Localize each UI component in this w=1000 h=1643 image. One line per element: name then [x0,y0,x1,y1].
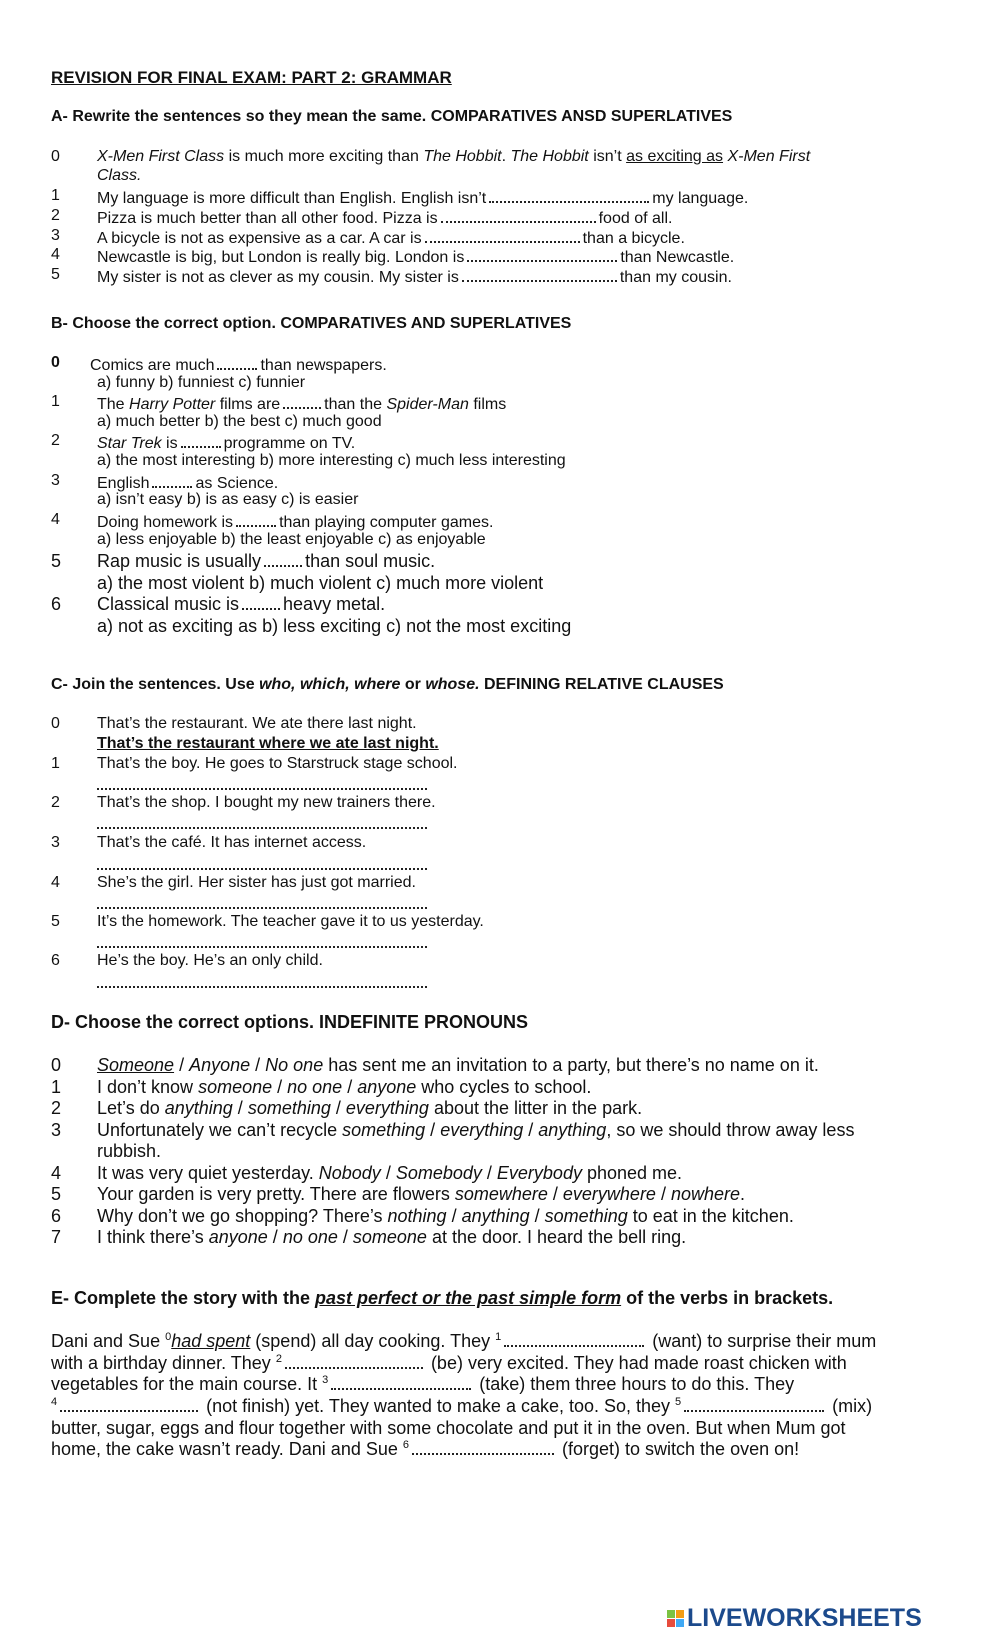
answer-blank[interactable] [504,1331,644,1347]
section-e-heading: E- Complete the story with the past perfect or the past simple form of the verbs in brackets. [51,1288,834,1308]
answer-blank[interactable] [331,1374,471,1390]
logo-text: LIVEWORKSHEETS [687,1604,922,1632]
exercise-sentence: Let’s do anything / something / everything about the litter in the park. [97,1098,643,1118]
exercise-sentence: A bicycle is not as expensive as a car. A car is than a bicycle. [97,227,685,248]
answer-blank[interactable] [462,266,617,282]
exercise-sentence: That’s the restaurant. We ate there last night. [97,715,417,732]
option-word[interactable]: nowhere [670,1184,741,1204]
option-word[interactable]: everywhere [562,1184,656,1204]
exercise-sentence: My language is more difficult than English. English isn’t my language. [97,187,748,208]
item-number: 2 [51,207,60,224]
example-sentence-cont: Class. [97,167,142,184]
exercise-sentence: Star Trek is programme on TV. [97,432,355,453]
item-number: 1 [51,755,60,772]
exercise-sentence: She’s the girl. Her sister has just got married. [97,874,416,891]
option-word[interactable]: no one [287,1077,343,1097]
item-number: 2 [51,432,60,449]
options[interactable]: a) the most interesting b) more interesting c) much less interesting [97,452,566,469]
section-d-heading: D- Choose the correct options. INDEFINITE PRONOUNS [51,1012,529,1032]
option-word[interactable]: Anyone [189,1055,251,1075]
story-line: Dani and Sue $^0$had spent (spend) all day cooking. They $^1$ (want) to surprise their mum [51,1331,877,1351]
story-line: butter, sugar, eggs and flour together with some chocolate and put it in the oven. But when Mum got [51,1418,846,1438]
exercise-sentence: English as Science. [97,472,278,493]
option-word[interactable]: nothing [387,1206,447,1226]
exercise-sentence: Comics are much than newspapers. [90,354,387,375]
answer-blank[interactable] [467,246,617,262]
exercise-sentence: That’s the boy. He goes to Starstruck stage school. [97,755,458,772]
item-number: 2 [51,794,60,811]
item-number: 4 [51,511,60,528]
option-word[interactable]: anyone [208,1227,268,1247]
exercise-sentence: Unfortunately we can’t recycle something / everything / anything, so we should throw away less [97,1120,855,1140]
item-number: 5 [51,266,60,283]
options[interactable]: a) funny b) funniest c) funnier [97,374,306,391]
answer-blank[interactable] [217,354,257,370]
answer-line[interactable] [97,866,427,870]
item-number: 1 [51,1077,62,1097]
answer-blank[interactable] [283,393,321,409]
item-number: 3 [51,227,60,244]
item-number: 0 [51,354,60,371]
option-word[interactable]: everything [345,1098,429,1118]
exercise-sentence: Rap music is usually than soul music. [97,551,436,571]
option-word[interactable]: anything [164,1098,233,1118]
exercise-sentence: Doing homework is than playing computer games. [97,511,493,532]
answer-blank[interactable] [152,472,192,488]
story-line: with a birthday dinner. They $^2$ (be) very excited. They had made roast chicken with [51,1353,847,1373]
liveworksheets-logo[interactable] [667,1604,922,1633]
exercise-sentence: That’s the shop. I bought my new trainers there. [97,794,436,811]
option-word[interactable]: Somebody [395,1163,482,1183]
exercise-sentence: Newcastle is big, but London is really big. London is than Newcastle. [97,246,734,267]
answer-line[interactable] [97,984,427,988]
answer-blank[interactable] [60,1396,198,1412]
item-number: 6 [51,952,60,969]
answer-blank[interactable] [412,1439,554,1455]
exercise-sentence: Someone / Anyone / No one has sent me an invitation to a party, but there’s no name on it. [97,1055,819,1075]
exercise-sentence: It was very quiet yesterday. Nobody / Somebody / Everybody phoned me. [97,1163,683,1183]
item-number: 3 [51,472,60,489]
page-title: REVISION FOR FINAL EXAM: PART 2: GRAMMAR [51,68,452,87]
option-word[interactable]: No one [265,1055,324,1075]
logo-grid-icon [667,1610,684,1627]
answer-line[interactable] [97,905,427,909]
item-number: 3 [51,1120,62,1140]
item-number: 7 [51,1227,62,1247]
section-c-heading: C- Join the sentences. Use who, which, where or whose. DEFINING RELATIVE CLAUSES [51,676,724,693]
item-number: 5 [51,1184,62,1204]
item-number: 0 [51,715,60,732]
options[interactable]: a) not as exciting as b) less exciting c) not the most exciting [97,616,572,636]
option-word[interactable]: Everybody [496,1163,582,1183]
option-word[interactable]: something [544,1206,628,1226]
exercise-sentence: Classical music is heavy metal. [97,594,386,614]
example-sentence: X-Men First Class is much more exciting than The Hobbit. The Hobbit isn’t as exciting as X-Men First [97,148,811,165]
item-number: 2 [51,1098,62,1118]
story-line: vegetables for the main course. It $^3$ (take) them three hours to do this. They [51,1374,795,1394]
exercise-sentence-cont: rubbish. [97,1141,162,1161]
story-line: home, the cake wasn’t ready. Dani and Sue $^6$ (forget) to switch the oven on! [51,1439,800,1459]
exercise-sentence: The Harry Potter films are than the Spider-Man films [97,393,506,414]
exercise-sentence: I think there’s anyone / no one / someone at the door. I heard the bell ring. [97,1227,687,1247]
answer-blank[interactable] [684,1396,824,1412]
answer-blank[interactable] [242,594,280,610]
item-number: 4 [51,874,60,891]
answer-blank[interactable] [441,207,596,223]
options[interactable]: a) isn’t easy b) is as easy c) is easier [97,491,359,508]
option-word[interactable]: anything [538,1120,607,1140]
example-answer: That’s the restaurant where we ate last night. [97,735,439,752]
option-word[interactable]: Nobody [318,1163,381,1183]
option-word[interactable]: somewhere [454,1184,548,1204]
answer-blank[interactable] [181,432,221,448]
answer-line[interactable] [97,825,427,829]
item-number: 1 [51,187,60,204]
item-number: 3 [51,834,60,851]
item-number: 4 [51,246,60,263]
option-word[interactable]: everything [440,1120,524,1140]
exercise-sentence: Pizza is much better than all other food. Pizza is food of all. [97,207,672,228]
answer-blank[interactable] [236,511,276,527]
section-b-heading: B- Choose the correct option. COMPARATIVES AND SUPERLATIVES [51,315,572,332]
item-number: 4 [51,1163,62,1183]
item-number: 5 [51,551,62,571]
option-word[interactable]: anyone [357,1077,417,1097]
options[interactable]: a) much better b) the best c) much good [97,413,382,430]
option-word[interactable]: Someone [97,1055,175,1075]
answer-blank[interactable] [489,187,649,203]
item-number: 6 [51,1206,62,1226]
option-word[interactable]: something [342,1120,426,1140]
option-word[interactable]: anything [461,1206,530,1226]
answer-blank[interactable] [425,227,580,243]
options[interactable]: a) less enjoyable b) the least enjoyable c) as enjoyable [97,531,486,548]
item-number: 0 [51,1055,62,1075]
option-word[interactable]: someone [198,1077,273,1097]
option-word[interactable]: someone [352,1227,427,1247]
option-word[interactable]: no one [282,1227,338,1247]
answer-line[interactable] [97,786,427,790]
answer-blank[interactable] [264,551,302,567]
item-number: 5 [51,913,60,930]
exercise-sentence: Why don’t we go shopping? There’s nothing / anything / something to eat in the kitchen. [97,1206,794,1226]
exercise-sentence: My sister is not as clever as my cousin. My sister is than my cousin. [97,266,732,287]
answer-line[interactable] [97,944,427,948]
option-word[interactable]: something [247,1098,331,1118]
item-number: 6 [51,594,62,614]
exercise-sentence: He’s the boy. He’s an only child. [97,952,323,969]
exercise-sentence: That’s the café. It has internet access. [97,834,367,851]
item-number: 1 [51,393,60,410]
section-a-heading: A- Rewrite the sentences so they mean the same. COMPARATIVES ANSD SUPERLATIVES [51,108,733,125]
answer-blank[interactable] [285,1353,423,1369]
exercise-sentence: It’s the homework. The teacher gave it to us yesterday. [97,913,484,930]
item-number: 0 [51,148,60,165]
exercise-sentence: Your garden is very pretty. There are flowers somewhere / everywhere / nowhere. [97,1184,746,1204]
story-line: $^4$ (not finish) yet. They wanted to make a cake, too. So, they $^5$ (mix) [51,1396,873,1416]
exercise-sentence: I don’t know someone / no one / anyone who cycles to school. [97,1077,592,1097]
options[interactable]: a) the most violent b) much violent c) much more violent [97,573,544,593]
